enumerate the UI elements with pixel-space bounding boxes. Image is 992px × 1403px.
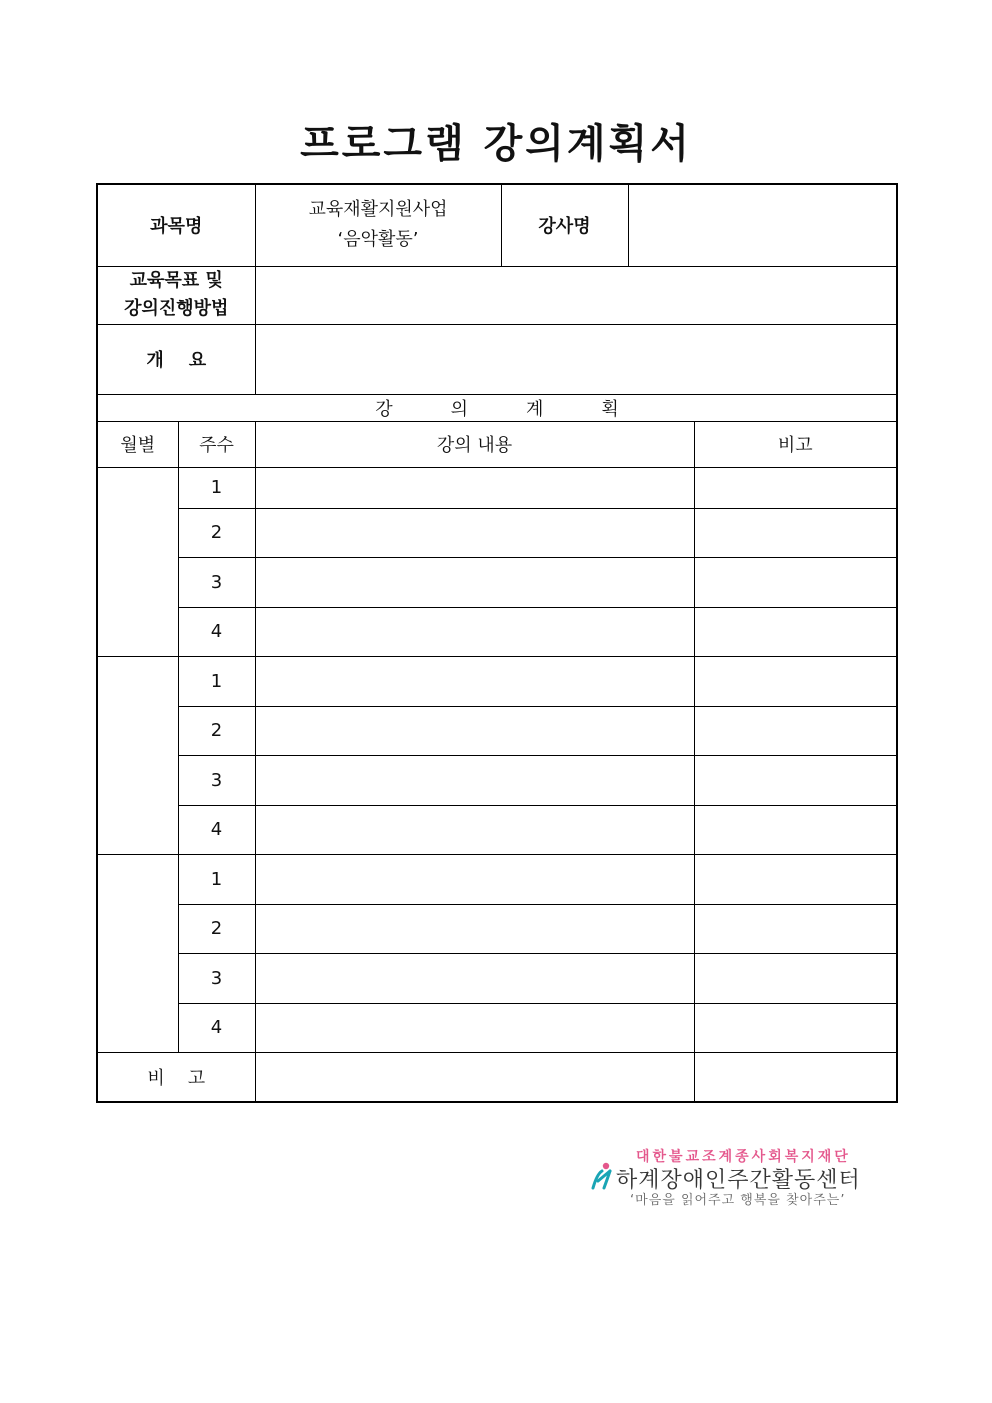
week-number: 2 — [178, 904, 255, 953]
subject-row — [97, 184, 897, 266]
lecture-content-cell[interactable] — [255, 557, 694, 607]
week-number: 1 — [178, 467, 255, 508]
col-header-content: 강의 내용 — [255, 421, 694, 467]
table-row — [97, 467, 897, 508]
table-row — [97, 904, 897, 953]
plan-section-row — [97, 394, 897, 421]
remarks-cell[interactable] — [694, 706, 897, 755]
remarks-cell[interactable] — [694, 467, 897, 508]
subject-value — [255, 184, 501, 266]
lecture-content-cell[interactable] — [255, 805, 694, 854]
remarks-cell[interactable] — [694, 805, 897, 854]
remarks-cell[interactable] — [694, 607, 897, 656]
lecture-content-cell[interactable] — [255, 508, 694, 557]
table-row — [97, 508, 897, 557]
table-row — [97, 557, 897, 607]
lecture-content-cell[interactable] — [255, 953, 694, 1003]
lecture-content-cell[interactable] — [255, 904, 694, 953]
goals-label-line2: 강의진행방법 — [124, 298, 229, 319]
lecture-plan-table — [96, 183, 898, 1103]
lecture-content-cell[interactable] — [255, 607, 694, 656]
table-row — [97, 607, 897, 656]
table-row — [97, 656, 897, 706]
col-header-month: 월별 — [97, 421, 178, 467]
lecture-content-cell[interactable] — [255, 656, 694, 706]
lecture-content-cell[interactable] — [255, 467, 694, 508]
table-row — [97, 805, 897, 854]
lecture-content-cell[interactable] — [255, 854, 694, 904]
week-number: 1 — [178, 656, 255, 706]
instructor-label: 강사명 — [501, 184, 628, 266]
center-name: 하계장애인주간활동센터 — [616, 1168, 861, 1193]
table-row — [97, 706, 897, 755]
remarks-cell[interactable] — [694, 557, 897, 607]
week-number: 2 — [178, 508, 255, 557]
center-slogan: ‘마음을 읽어주고 행복을 찾아주는’ — [630, 1193, 846, 1208]
foundation-name: 대한불교조계종사회복지재단 — [636, 1149, 851, 1165]
lecture-content-cell[interactable] — [255, 706, 694, 755]
table-row — [97, 854, 897, 904]
week-number: 3 — [178, 953, 255, 1003]
goals-row — [97, 266, 897, 324]
remarks-value[interactable] — [255, 1052, 694, 1102]
remarks-row — [97, 1052, 897, 1102]
week-number: 4 — [178, 1003, 255, 1052]
week-number: 3 — [178, 755, 255, 805]
plan-column-header-row — [97, 421, 897, 467]
week-number: 1 — [178, 854, 255, 904]
overview-row — [97, 324, 897, 394]
remarks-cell[interactable] — [694, 854, 897, 904]
week-number: 4 — [178, 805, 255, 854]
remarks-cell[interactable] — [694, 755, 897, 805]
overview-value[interactable] — [255, 324, 897, 394]
overview-label: 개 요 — [97, 324, 255, 394]
remarks-cell[interactable] — [694, 953, 897, 1003]
goals-value[interactable] — [255, 266, 897, 324]
remarks-extra[interactable] — [694, 1052, 897, 1102]
goals-label-line1: 교육목표 및 — [129, 270, 223, 291]
table-row — [97, 1003, 897, 1052]
subject-label: 과목명 — [97, 184, 255, 266]
remarks-cell[interactable] — [694, 508, 897, 557]
subject-value-line1: 교육재활지원사업 — [308, 199, 448, 221]
month-cell[interactable] — [97, 467, 178, 656]
remarks-cell[interactable] — [694, 904, 897, 953]
plan-section-title: 강의계획 — [97, 394, 897, 421]
week-number: 3 — [178, 557, 255, 607]
table-row — [97, 755, 897, 805]
week-number: 4 — [178, 607, 255, 656]
col-header-week: 주수 — [178, 421, 255, 467]
goals-label — [97, 266, 255, 324]
instructor-value[interactable] — [628, 184, 897, 266]
person-logo-icon — [590, 1162, 616, 1190]
lecture-content-cell[interactable] — [255, 1003, 694, 1052]
lecture-content-cell[interactable] — [255, 755, 694, 805]
col-header-remarks: 비고 — [694, 421, 897, 467]
center-logo — [590, 1146, 890, 1206]
week-number: 2 — [178, 706, 255, 755]
subject-value-line2: ‘음악활동’ — [337, 229, 419, 251]
month-cell[interactable] — [97, 854, 178, 1052]
remarks-cell[interactable] — [694, 1003, 897, 1052]
page-title: 프로그램 강의계획서 — [300, 121, 692, 167]
table-row — [97, 953, 897, 1003]
month-cell[interactable] — [97, 656, 178, 854]
remarks-label: 비 고 — [97, 1052, 255, 1102]
remarks-cell[interactable] — [694, 656, 897, 706]
